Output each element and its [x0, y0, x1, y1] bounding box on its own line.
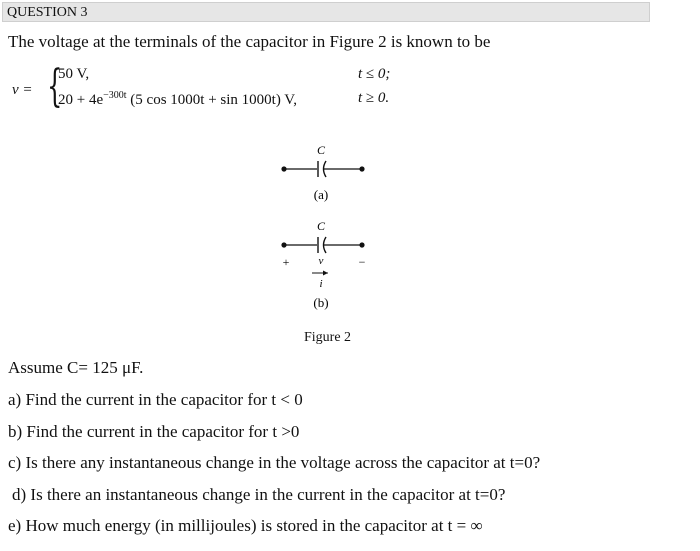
intro-text: The voltage at the terminals of the capacitor in Figure 2 is known to be — [8, 32, 491, 51]
case2-rest: (5 cos 1000t + sin 1000t) V, — [126, 92, 297, 108]
equation-cond2: t ≥ 0. — [358, 90, 390, 106]
question-d: d) Is there an instantaneous change in the current in the capacitor at t=0? — [12, 485, 506, 504]
question-title: QUESTION 3 — [7, 5, 88, 20]
equation-lhs: v = — [12, 82, 33, 98]
figure-b-minus: − — [358, 255, 366, 269]
question-c: c) Is there any instantaneous change in the voltage across the capacitor at t=0? — [8, 453, 541, 472]
equation-cond1: t ≤ 0; — [358, 66, 391, 82]
figure-b-voltage: v — [318, 255, 324, 267]
figure-a-label: (a) — [313, 187, 329, 202]
equation-case2 — [58, 90, 297, 109]
figure-a-cap-label: C — [316, 143, 326, 157]
figure-b-cap-label: C — [316, 219, 326, 233]
case2-prefix: 20 + 4e — [58, 92, 104, 108]
figure-b-plus: + — [282, 255, 290, 269]
equation-brace: { — [47, 61, 63, 112]
equation-case1: 50 V, — [58, 66, 90, 82]
question-a: a) Find the current in the capacitor for t < 0 — [8, 390, 303, 409]
assumption-text: Assume C= 125 μF. — [8, 358, 144, 377]
figure-a-circuit — [281, 143, 364, 202]
question-b: b) Find the current in the capacitor for t >0 — [8, 422, 300, 441]
figure-b-current: i — [319, 278, 323, 290]
figure-2-diagram — [270, 140, 380, 320]
figure-b-circuit — [281, 219, 365, 310]
question-e: e) How much energy (in millijoules) is stored in the capacitor at t = ∞ — [8, 516, 483, 535]
case2-exponent: −300t — [103, 90, 127, 101]
question-header — [2, 2, 650, 22]
figure-caption: Figure 2 — [304, 330, 352, 345]
figure-b-label: (b) — [313, 295, 329, 310]
